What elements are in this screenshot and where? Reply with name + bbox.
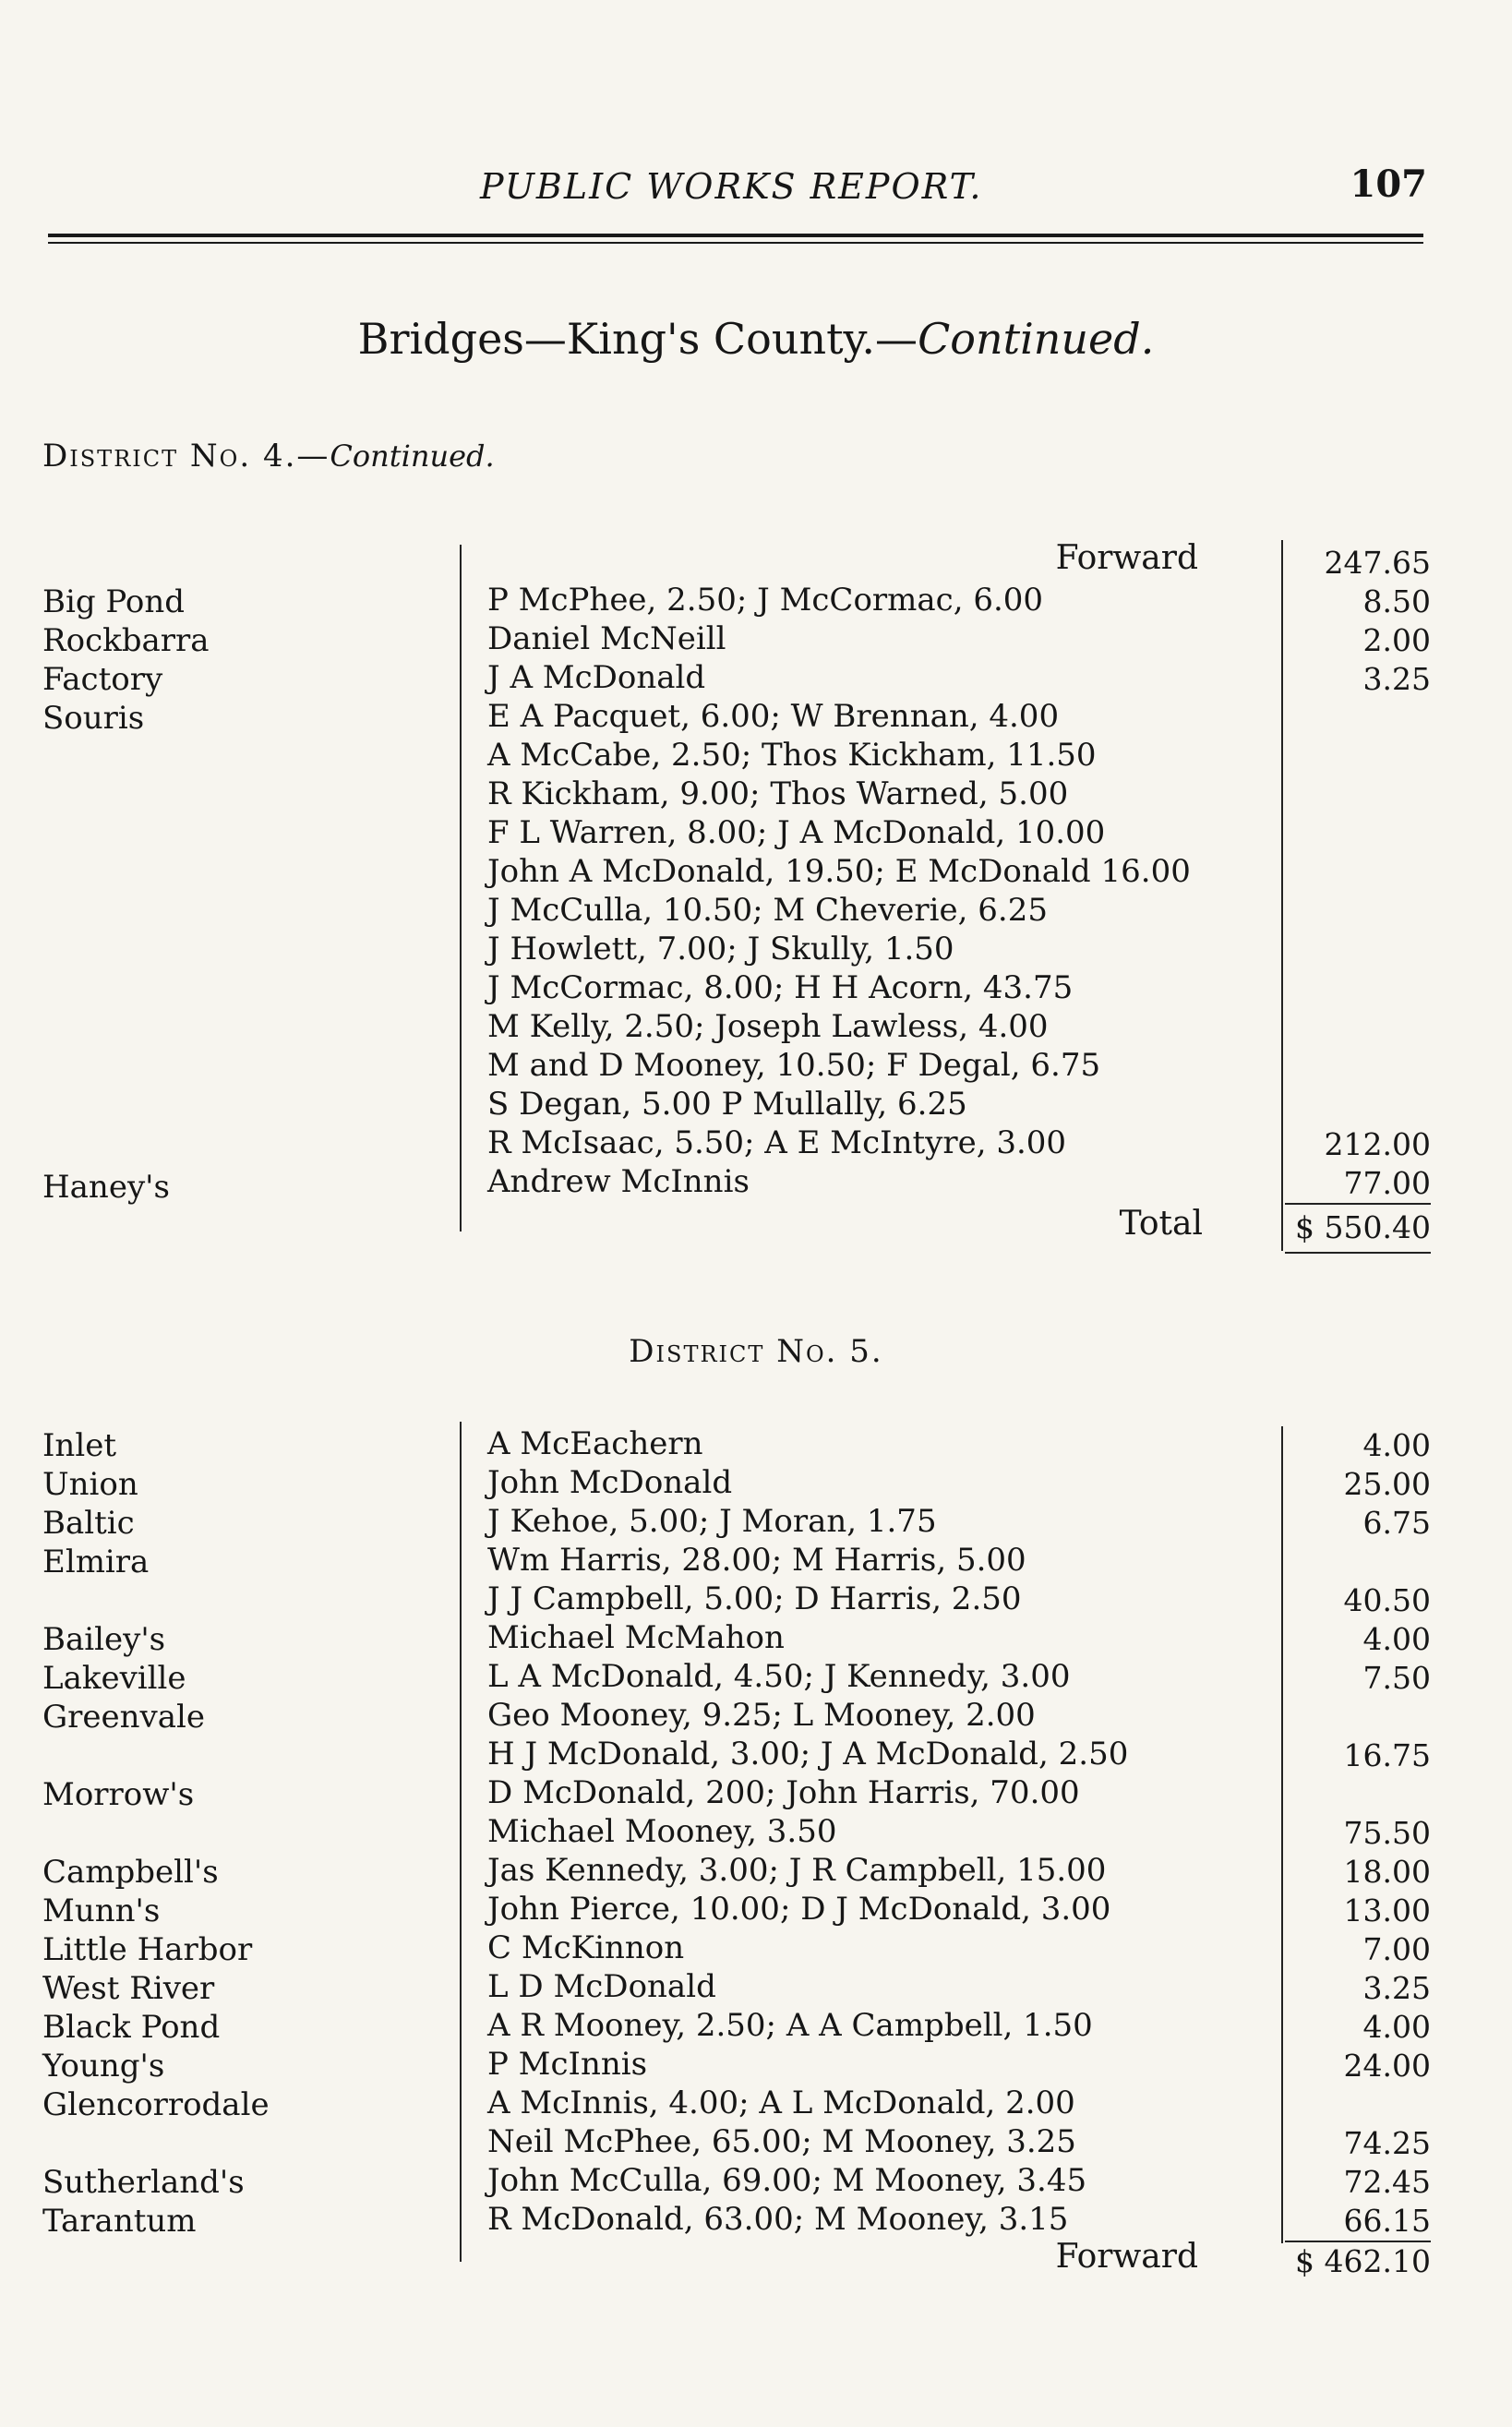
district-4-label-italic: Continued. xyxy=(330,439,495,474)
district-4-place: Souris xyxy=(42,700,145,737)
district-4-amount: 212.00 xyxy=(1324,1126,1431,1162)
district-5-entry: H J McDonald, 3.00; J A McDonald, 2.50 xyxy=(487,1736,1129,1772)
district-5-amount: 4.00 xyxy=(1362,2009,1431,2045)
district-4-entry: P McPhee, 2.50; J McCormac, 6.00 xyxy=(487,582,1044,619)
district-4-entry: A McCabe, 2.50; Thos Kickham, 11.50 xyxy=(487,737,1097,774)
district-4-left-rule xyxy=(460,545,462,1232)
district-4-label: District No. 4.— xyxy=(42,438,330,475)
header-rule-thick xyxy=(48,234,1423,237)
district-4-place: Factory xyxy=(42,661,163,698)
district-5-amount: 40.50 xyxy=(1343,1582,1431,1618)
district-5-entry: P McInnis xyxy=(487,2046,648,2083)
district-4-entry: Andrew McInnis xyxy=(487,1163,750,1200)
district-5-place: Union xyxy=(42,1466,138,1503)
header-rule-thin xyxy=(48,242,1423,244)
district-4-entry: M and D Mooney, 10.50; F Degal, 6.75 xyxy=(487,1047,1101,1084)
district-5-entry: Wm Harris, 28.00; M Harris, 5.00 xyxy=(487,1542,1026,1579)
district-5-amount: 24.00 xyxy=(1343,2048,1431,2084)
district-5-forward-rule xyxy=(1285,2241,1431,2242)
district-4-entry: M Kelly, 2.50; Joseph Lawless, 4.00 xyxy=(487,1008,1049,1045)
district-5-left-rule xyxy=(460,1422,462,2262)
district-5-amount: 72.45 xyxy=(1343,2164,1431,2200)
district-5-entry: C McKinnon xyxy=(487,1929,685,1966)
district-5-place: Black Pond xyxy=(42,2009,221,2046)
district-5-amount: 3.25 xyxy=(1362,1970,1431,2006)
running-header-title: PUBLIC WORKS REPORT. xyxy=(480,166,983,207)
district-4-total-amount: $ 550.40 xyxy=(1295,1209,1431,1245)
district-5-place: West River xyxy=(42,1970,215,2007)
district-5-entry: Michael Mooney, 3.50 xyxy=(487,1813,837,1850)
district-5-place: Morrow's xyxy=(42,1776,195,1813)
district-5-entry: John Pierce, 10.00; D J McDonald, 3.00 xyxy=(487,1891,1111,1928)
district-5-amount: 66.15 xyxy=(1343,2203,1431,2239)
district-4-place: Haney's xyxy=(42,1169,170,1206)
district-4-entry: J A McDonald xyxy=(487,659,706,696)
total-rule xyxy=(1285,1252,1431,1254)
district-4-total-label: Total xyxy=(1119,1205,1203,1243)
district-5-entry: A McEachern xyxy=(487,1425,703,1462)
district-5-amount: 74.25 xyxy=(1343,2125,1431,2161)
district-5-amount: 4.00 xyxy=(1362,1621,1431,1657)
district-5-entry: A R Mooney, 2.50; A A Campbell, 1.50 xyxy=(487,2007,1093,2044)
section-title-italic: Continued. xyxy=(918,314,1155,364)
district-4-forward-label: Forward xyxy=(1055,539,1198,577)
district-5-place: Little Harbor xyxy=(42,1931,253,1968)
district-4-entry: E A Pacquet, 6.00; W Brennan, 4.00 xyxy=(487,698,1060,735)
district-5-entry: John McCulla, 69.00; M Mooney, 3.45 xyxy=(487,2162,1087,2199)
district-4-entry: F L Warren, 8.00; J A McDonald, 10.00 xyxy=(487,814,1106,851)
district-5-amount: 7.00 xyxy=(1362,1931,1431,1967)
district-4-place: Big Pond xyxy=(42,583,186,620)
district-4-forward-amount: 247.65 xyxy=(1324,545,1431,581)
district-4-entry: J Howlett, 7.00; J Skully, 1.50 xyxy=(487,931,954,967)
district-5-amount: 75.50 xyxy=(1343,1815,1431,1851)
district-5-entry: A McInnis, 4.00; A L McDonald, 2.00 xyxy=(487,2085,1075,2121)
district-5-amount: 18.00 xyxy=(1343,1854,1431,1890)
district-5-place: Glencorrodale xyxy=(42,2086,270,2123)
district-4-entry: S Degan, 5.00 P Mullally, 6.25 xyxy=(487,1086,967,1123)
district-4-entry: J McCormac, 8.00; H H Acorn, 43.75 xyxy=(487,969,1074,1006)
district-4-amount: 2.00 xyxy=(1362,622,1431,658)
district-4-entry: J McCulla, 10.50; M Cheverie, 6.25 xyxy=(487,892,1048,929)
district-5-place: Bailey's xyxy=(42,1621,166,1658)
district-4-right-rule xyxy=(1281,540,1283,1251)
district-5-entry: L D McDonald xyxy=(487,1968,716,2005)
district-5-entry: J J Campbell, 5.00; D Harris, 2.50 xyxy=(487,1580,1022,1617)
district-5-place: Elmira xyxy=(42,1544,150,1580)
district-4-amount: 77.00 xyxy=(1343,1165,1431,1201)
district-5-entry: Michael McMahon xyxy=(487,1619,785,1656)
district-5-place: Young's xyxy=(42,2048,165,2085)
district-4-entry: John A McDonald, 19.50; E McDonald 16.00 xyxy=(487,853,1191,890)
district-5-place: Baltic xyxy=(42,1505,135,1542)
district-4-place: Rockbarra xyxy=(42,622,210,659)
district-5-amount: 16.75 xyxy=(1343,1737,1431,1773)
district-5-amount: 7.50 xyxy=(1362,1660,1431,1696)
district-5-place: Munn's xyxy=(42,1892,161,1929)
district-5-entry: Geo Mooney, 9.25; L Mooney, 2.00 xyxy=(487,1697,1036,1734)
district-5-heading: District No. 5. xyxy=(629,1333,883,1370)
district-5-place: Campbell's xyxy=(42,1854,219,1891)
district-5-amount: 4.00 xyxy=(1362,1427,1431,1463)
district-5-place: Inlet xyxy=(42,1427,116,1464)
district-5-place: Greenvale xyxy=(42,1699,206,1736)
district-5-entry: D McDonald, 200; John Harris, 70.00 xyxy=(487,1774,1080,1811)
district-4-entry: R McIsaac, 5.50; A E McIntyre, 3.00 xyxy=(487,1124,1067,1161)
district-5-place: Lakeville xyxy=(42,1660,186,1697)
subtotal-rule xyxy=(1285,1203,1431,1205)
district-5-amount: 6.75 xyxy=(1362,1505,1431,1541)
district-4-entry: R Kickham, 9.00; Thos Warned, 5.00 xyxy=(487,775,1069,812)
district-5-entry: John McDonald xyxy=(487,1464,733,1501)
district-4-heading xyxy=(42,438,495,475)
district-5-entry: J Kehoe, 5.00; J Moran, 1.75 xyxy=(487,1503,937,1540)
section-title-main: Bridges—King's County.— xyxy=(357,314,918,364)
district-5-entry: Jas Kennedy, 3.00; J R Campbell, 15.00 xyxy=(487,1852,1107,1889)
district-5-amount: 25.00 xyxy=(1343,1466,1431,1502)
district-5-amount: 13.00 xyxy=(1343,1892,1431,1928)
district-5-entry: R McDonald, 63.00; M Mooney, 3.15 xyxy=(487,2201,1069,2238)
section-title xyxy=(0,314,1512,364)
district-5-forward-amount: $ 462.10 xyxy=(1295,2243,1431,2279)
district-5-place: Sutherland's xyxy=(42,2164,245,2201)
district-5-entry: L A McDonald, 4.50; J Kennedy, 3.00 xyxy=(487,1658,1071,1695)
district-4-entry: Daniel McNeill xyxy=(487,620,726,657)
district-4-amount: 8.50 xyxy=(1362,583,1431,619)
district-5-right-rule xyxy=(1281,1426,1283,2243)
district-5-place: Tarantum xyxy=(42,2203,197,2240)
district-5-entry: Neil McPhee, 65.00; M Mooney, 3.25 xyxy=(487,2123,1076,2160)
district-4-amount: 3.25 xyxy=(1362,661,1431,697)
page-number: 107 xyxy=(1350,162,1427,206)
district-5-forward-label: Forward xyxy=(1055,2238,1198,2276)
